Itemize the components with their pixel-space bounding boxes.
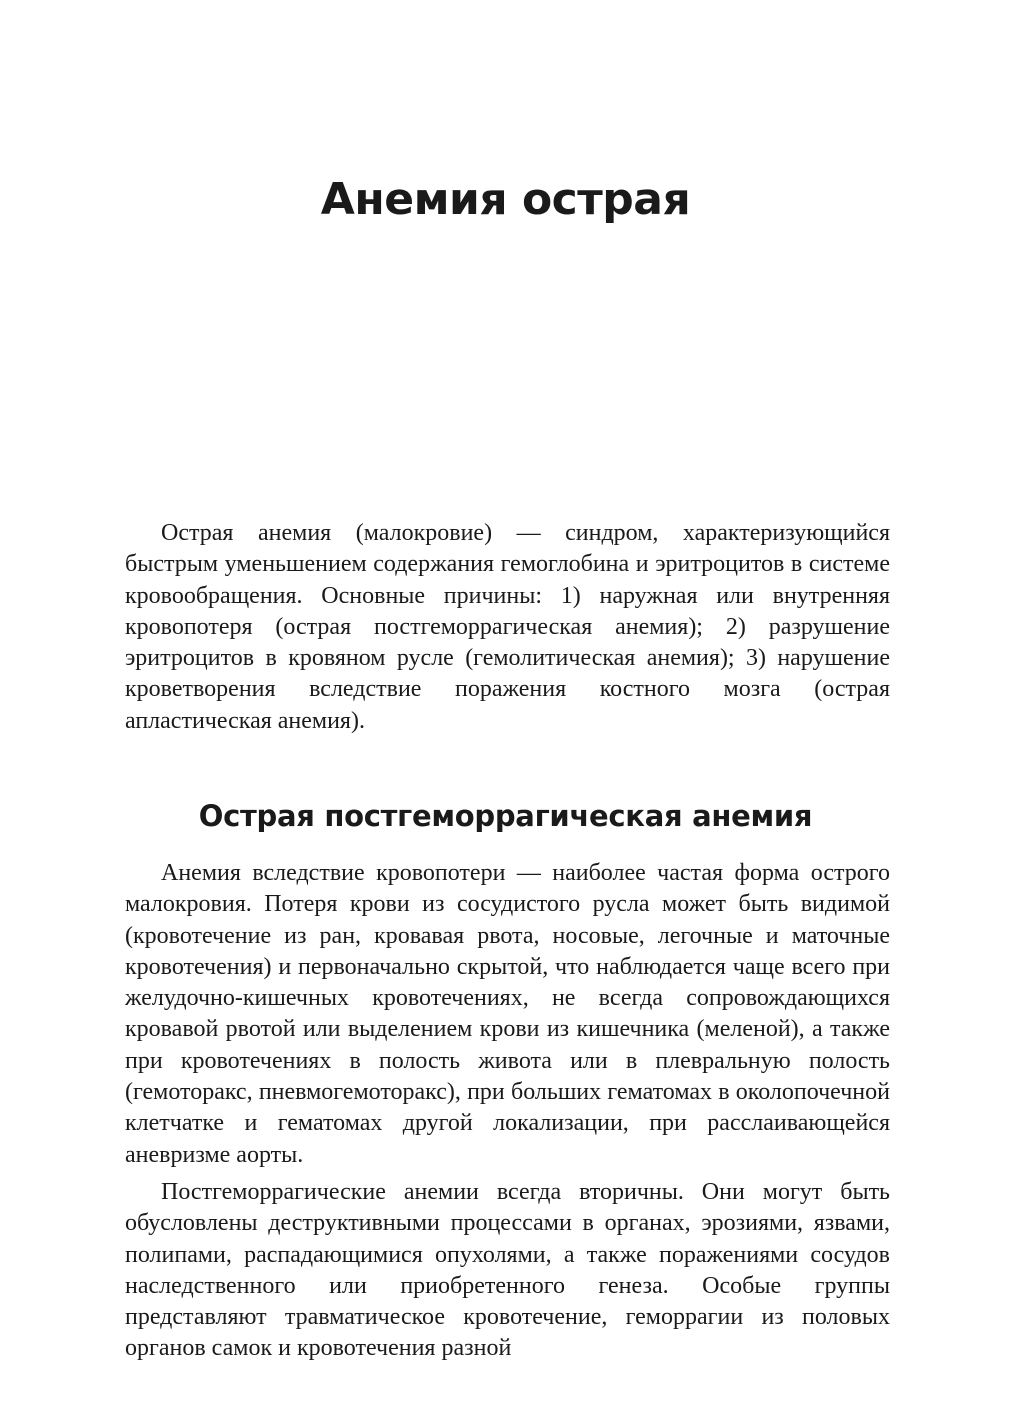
section-paragraph-2: Постгеморрагические анемии всегда вторичны. Они могут быть обусловлены деструктивными процессами в органах, эрозиями, язвами, полипами, распадающимися опухолями, а также поражениями сосудов наследственного или приобретенного генеза. Особые группы представляют травматическое кровотечение, геморрагии из половых органов самок и кровотечения разной [125,1178,890,1362]
section-title: Острая постгеморрагическая анемия [198,799,813,833]
section-body [125,858,890,1365]
intro-block [125,518,890,737]
intro-paragraph: Острая анемия (малокровие) — синдром, характеризующийся быстрым уменьшением содержания гемоглобина и эритроцитов в системе кровообращения. Основные причины: 1) наружная или внутренняя кровопотеря (острая постгеморрагическая анемия); 2) разрушение эритроцитов в кровяном русле (гемолитическая анемия); 3) нарушение кроветворения вследствие поражения костного мозга (острая апластическая анемия). [125,520,890,734]
section-paragraph-1: Анемия вследствие кровопотери — наиболее частая форма острого малокровия. Потеря крови из сосудистого русла может быть видимой (кровотечение из ран, кровавая рвота, носовые, легочные и маточные кровотечения) и первоначально скрытой, что наблюдается чаще всего при желудочно-кишечных кровотечениях, не всегда сопровождающихся кровавой рвотой или выделением крови из кишечника (меленой), а также при кровотечениях в полость живота или в плевральную полость (гемоторакс, пневмогемоторакс), при больших гематомах в околопочечной клетчатке и гематомах другой локализации, при расслаивающейся аневризме аорты. [125,860,890,1168]
chapter-title: Анемия острая [320,174,691,225]
